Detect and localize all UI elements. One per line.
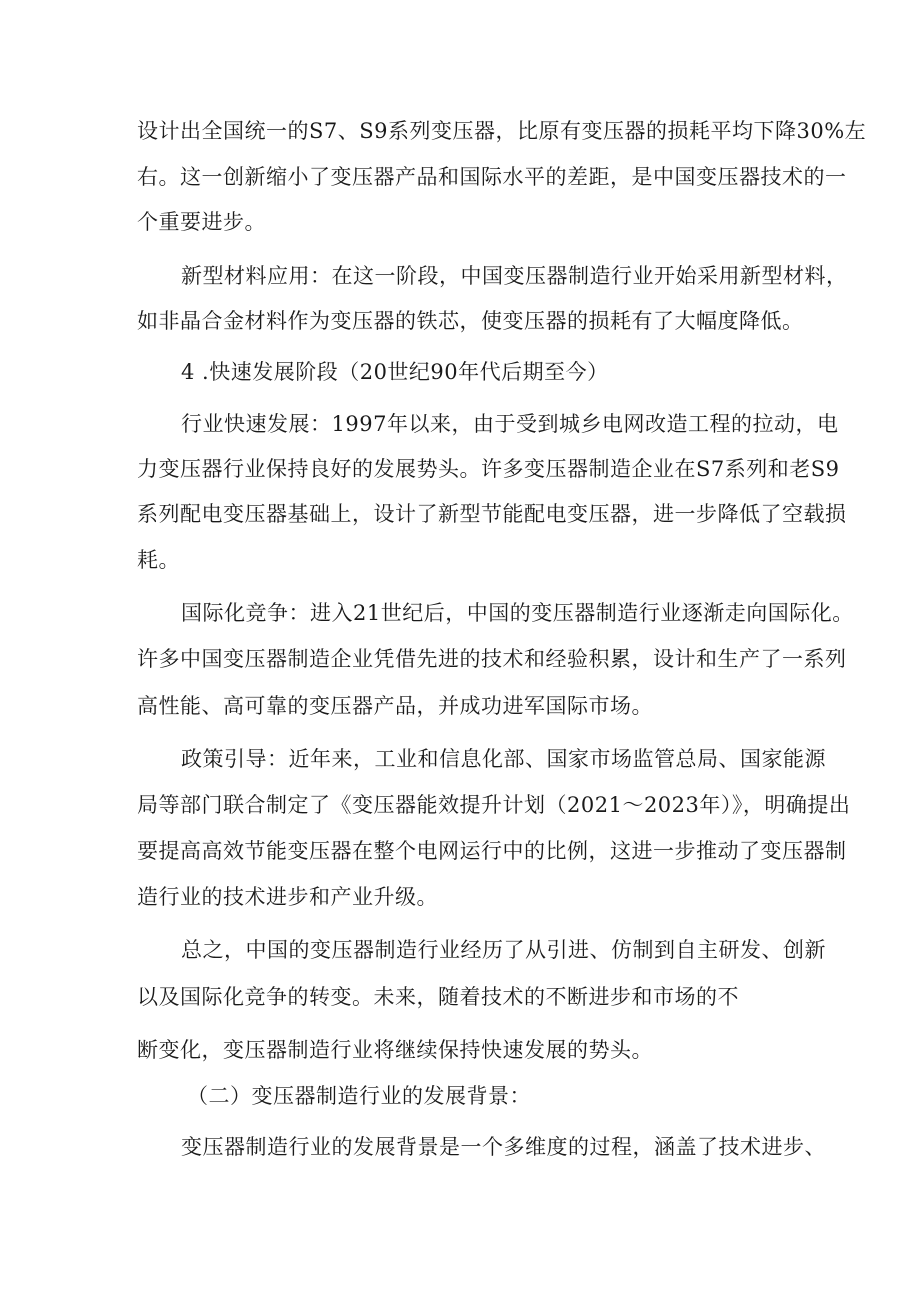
text-line: 以及国际化竞争的转变。未来，随着技术的不断进步和市场的不 xyxy=(137,985,739,1009)
text-line: 行业快速发展：1997年以来，由于受到城乡电网改造工程的拉动，电 xyxy=(181,412,839,436)
text-line: 总之，中国的变压器制造行业经历了从引进、仿制到自主研发、创新 xyxy=(181,938,826,962)
text-line: 断变化，变压器制造行业将继续保持快速发展的势头。 xyxy=(137,1038,653,1062)
text-line: 造行业的技术进步和产业升级。 xyxy=(137,885,438,909)
text-line: 要提高高效节能变压器在整个电网运行中的比例，这进一步推动了变压器制 xyxy=(137,839,847,863)
text-line: 变压器制造行业的发展背景是一个多维度的过程，涵盖了技术进步、 xyxy=(181,1135,826,1159)
text-line: 右。这一创新缩小了变压器产品和国际水平的差距，是中国变压器技术的一 xyxy=(137,165,847,189)
text-line: 局等部门联合制定了《变压器能效提升计划（2021～2023年）》，明确提出 xyxy=(137,793,851,817)
subsection-heading: （二）变压器制造行业的发展背景： xyxy=(187,1084,531,1108)
text-line: 耗。 xyxy=(137,548,180,572)
text-line: 许多中国变压器制造企业凭借先进的技术和经验积累，设计和生产了一系列 xyxy=(137,647,847,671)
text-line: 系列配电变压器基础上，设计了新型节能配电变压器，进一步降低了空载损 xyxy=(137,502,847,526)
text-line: 新型材料应用：在这一阶段，中国变压器制造行业开始采用新型材料， xyxy=(181,264,848,288)
section-heading: 4 .快速发展阶段（20世纪90年代后期至今） xyxy=(181,360,609,384)
text-line: 力变压器行业保持良好的发展势头。许多变压器制造企业在S7系列和老S9 xyxy=(137,457,840,481)
text-line: 政策引导：近年来，工业和信息化部、国家市场监管总局、国家能源 xyxy=(181,747,826,771)
text-line: 如非晶合金材料作为变压器的铁芯，使变压器的损耗有了大幅度降低。 xyxy=(137,309,804,333)
text-line: 设计出全国统一的S7、S9系列变压器，比原有变压器的损耗平均下降30%左 xyxy=(137,119,867,143)
text-line: 个重要进步。 xyxy=(137,210,266,234)
text-line: 国际化竞争：进入21世纪后，中国的变压器制造行业逐渐走向国际化。 xyxy=(181,601,854,625)
text-line: 高性能、高可靠的变压器产品，并成功进军国际市场。 xyxy=(137,694,653,718)
